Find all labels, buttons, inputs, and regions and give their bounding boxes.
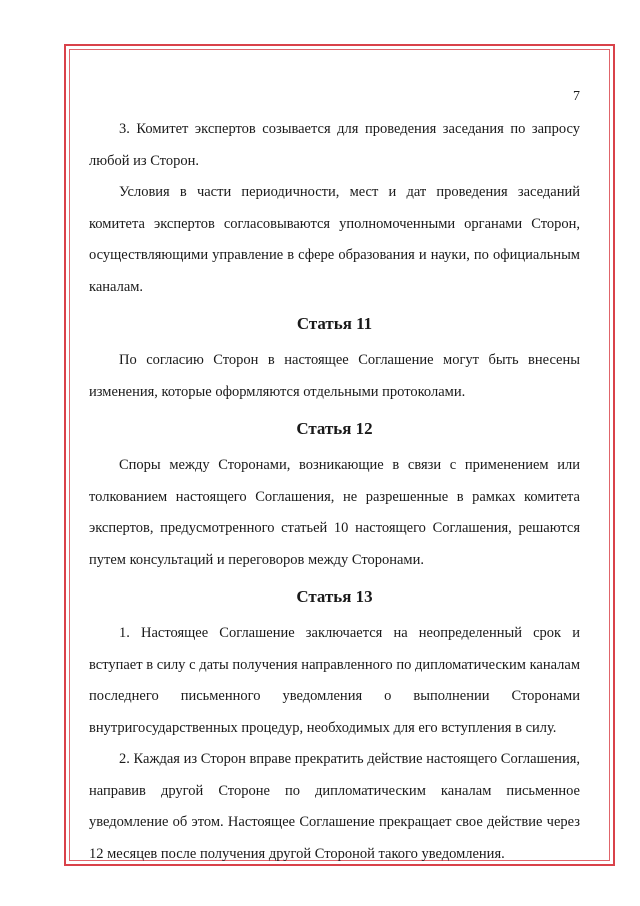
- article-13-heading: Статья 13: [296, 587, 373, 606]
- paragraph-entry-into-force: 1. Настоящее Соглашение заключается на неопределенный срок и вступает в силу с даты получения направленного по дипломатическим каналам последнего письменного уведомления о выполнении Сторонами внутригосударственных процедур, необходимых для его вступления в силу.: [89, 625, 580, 736]
- paragraph-amendments: По согласию Сторон в настоящее Соглашение могут быть внесены изменения, которые оформляются отдельными протоколами.: [89, 352, 580, 400]
- page-number: 7: [573, 89, 580, 104]
- paragraph-disputes: Споры между Сторонами, возникающие в связи с применением или толкованием настоящего Соглашения, не разрешенные в рамках комитета экспертов, предусмотренного статьей 10 настоящего Соглашения, решаются путем консультаций и переговоров между Сторонами.: [89, 457, 580, 568]
- article-11-heading: Статья 11: [296, 314, 373, 333]
- paragraph-meeting-conditions: Условия в части периодичности, мест и дат проведения заседаний комитета экспертов согласовываются уполномоченными органами Сторон, осуществляющими управление в сфере образования и науки, по официальным каналам.: [89, 184, 580, 295]
- paragraph-committee-convening: 3. Комитет экспертов созывается для проведения заседания по запросу любой из Сторон.: [89, 121, 580, 169]
- document-body: [89, 86, 580, 870]
- article-12-heading: Статья 12: [296, 419, 373, 438]
- paragraph-termination: 2. Каждая из Сторон вправе прекратить действие настоящего Соглашения, направив другой Стороне по дипломатическим каналам письменное уведомление об этом. Настоящее Соглашение прекращает свое действие через 12 месяцев после получения другой Стороной такого уведомления.: [89, 751, 580, 862]
